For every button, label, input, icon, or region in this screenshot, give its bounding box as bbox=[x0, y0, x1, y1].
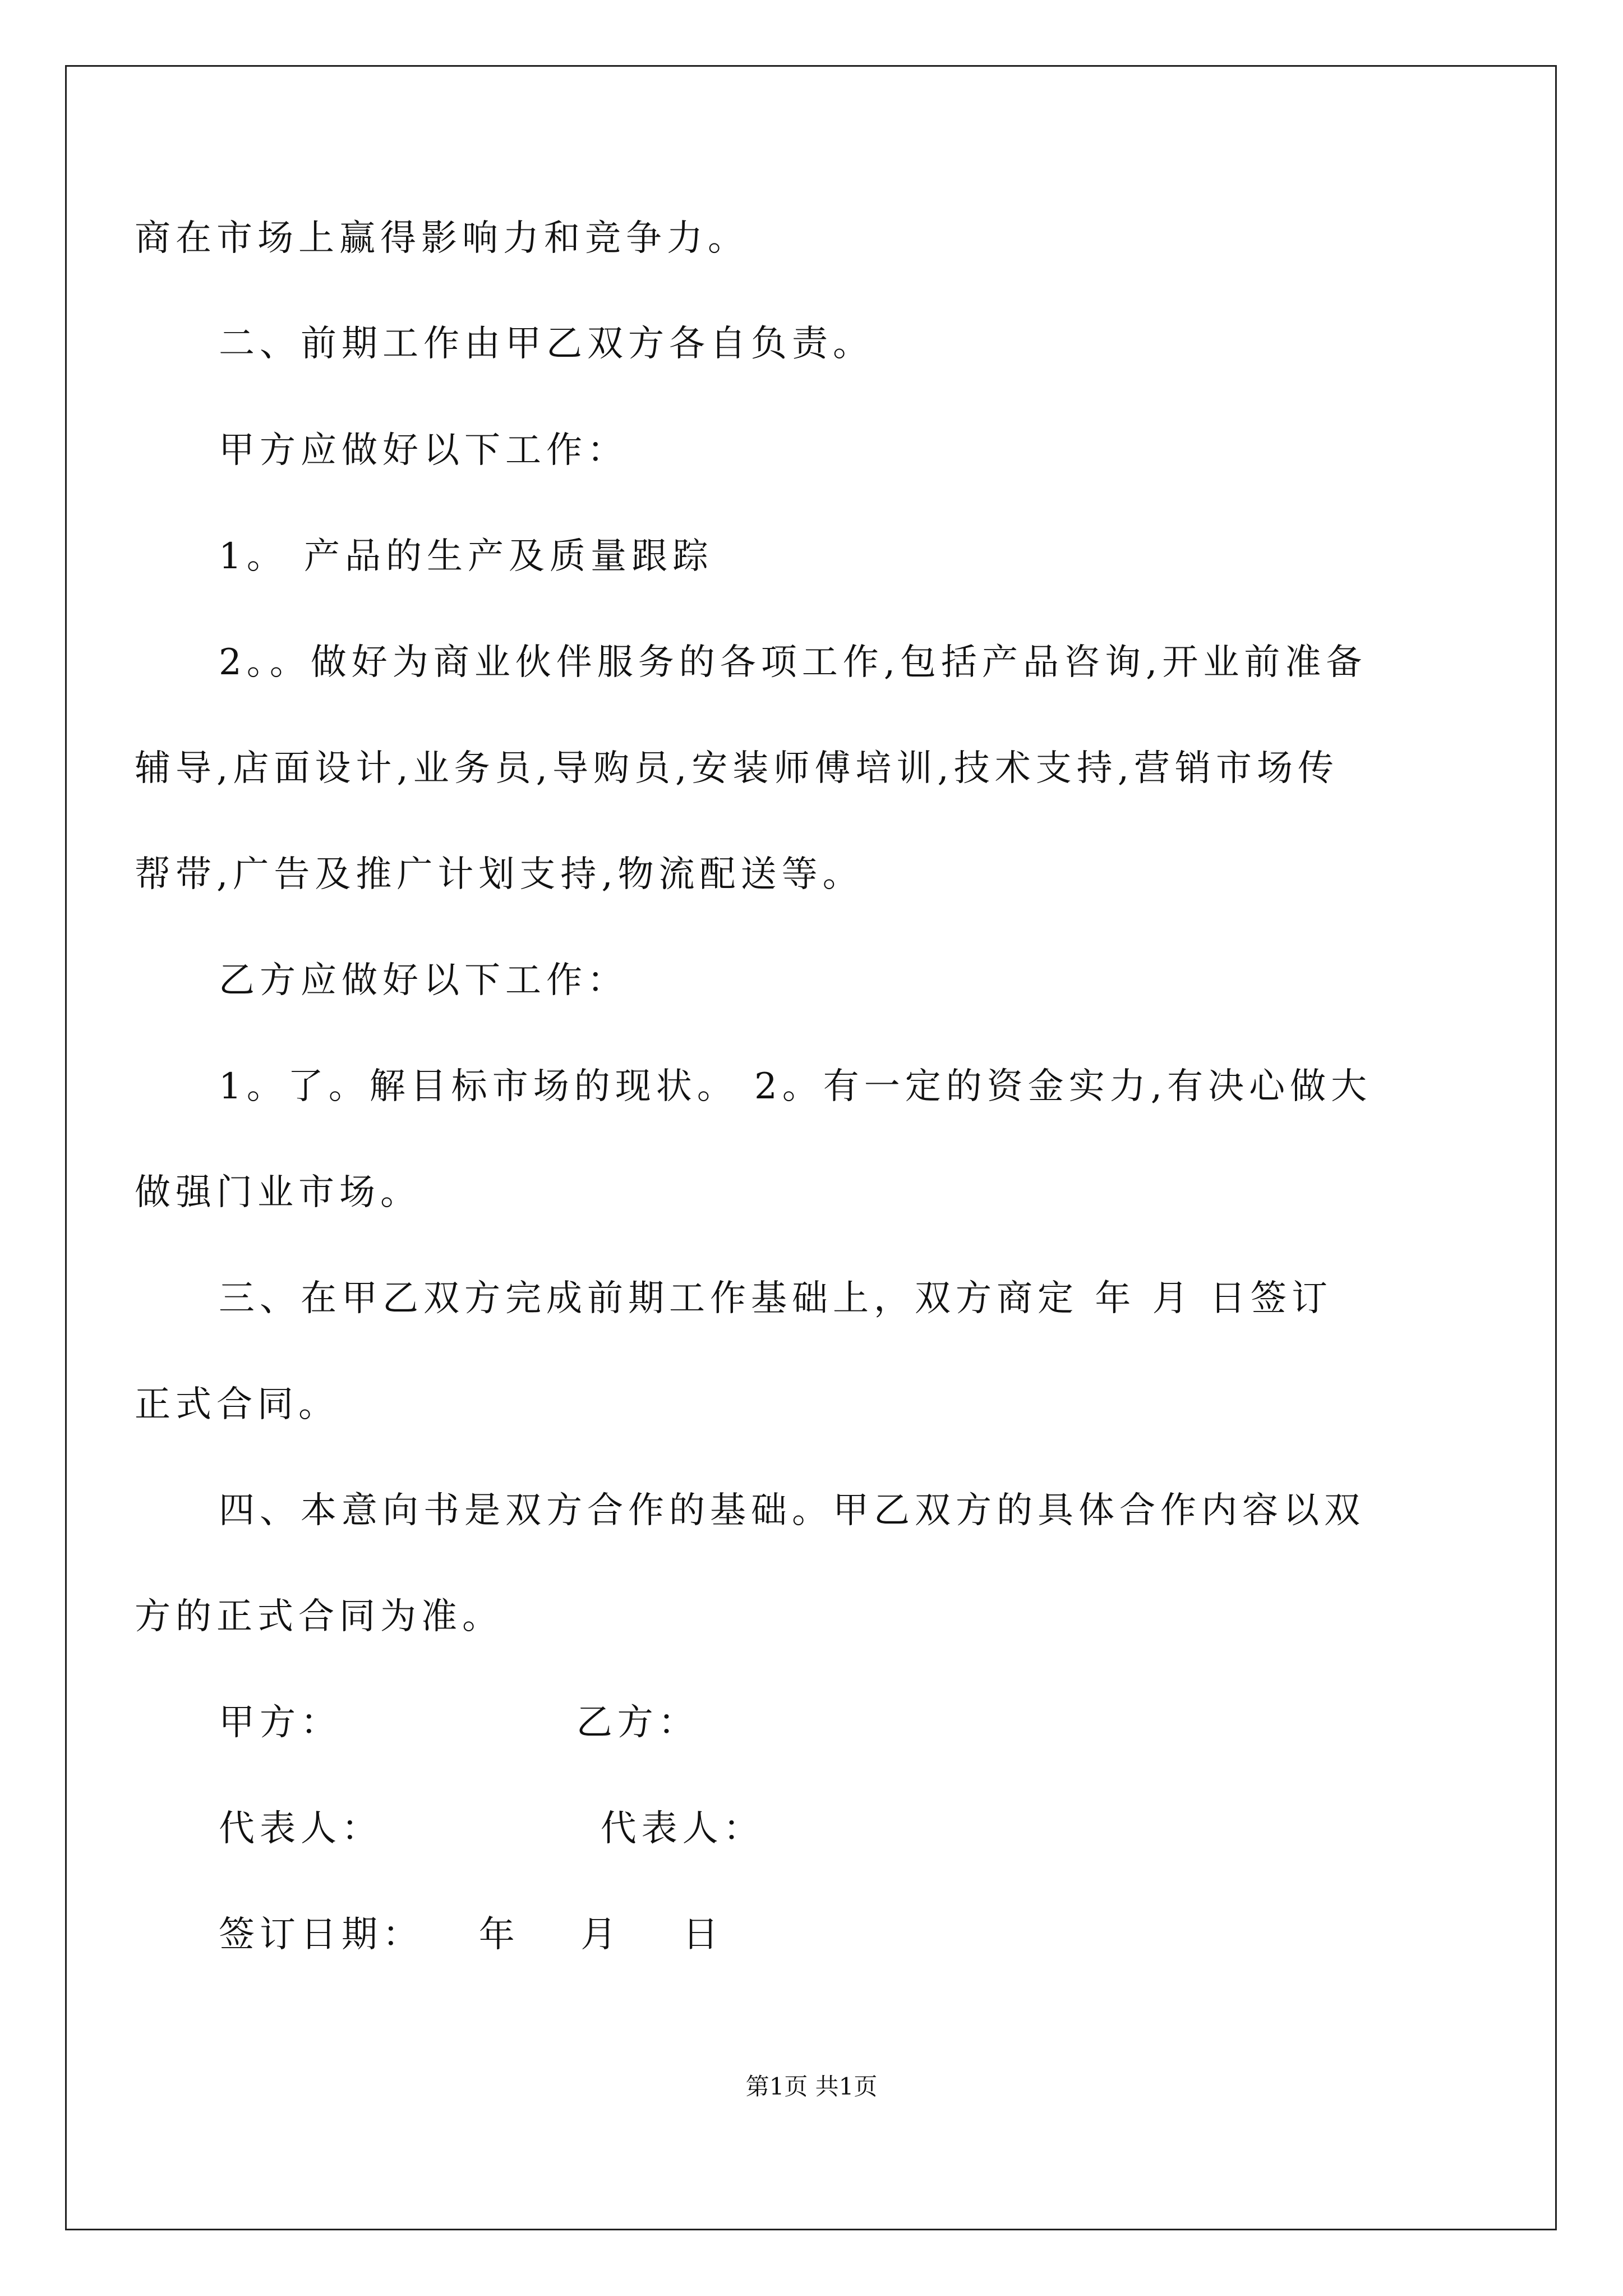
page-footer: 第1页 共1页 bbox=[745, 2073, 878, 2100]
party-b-label: 乙方： bbox=[576, 1702, 699, 1743]
section-two-heading: 二、前期工作由甲乙双方各自负责。 bbox=[219, 323, 874, 365]
party-a-duty-2: 2。。做好为商业伙伴服务的各项工作,包括产品咨询,开业前准备 bbox=[219, 642, 1367, 683]
party-b-duties-heading: 乙方应做好以下工作： bbox=[219, 960, 628, 1001]
paragraph-line: 方的正式合同为准。 bbox=[135, 1596, 503, 1637]
date-month: 月 bbox=[580, 1914, 622, 1955]
section-four: 四、本意向书是双方合作的基础。甲乙双方的具体合作内容以双 bbox=[219, 1490, 1365, 1531]
section-three: 三、在甲乙双方完成前期工作基础上，双方商定 年 月 日签订 bbox=[219, 1278, 1333, 1319]
paragraph-line: 商在市场上赢得影响力和竞争力。 bbox=[135, 218, 749, 259]
signature-reps-row bbox=[219, 1803, 1623, 1854]
rep-a-label: 代表人： bbox=[219, 1808, 382, 1849]
date-day: 日 bbox=[683, 1914, 724, 1955]
paragraph-line: 辅导,店面设计,业务员,导购员,安装师傅培训,技术支持,营销市场传 bbox=[135, 748, 1339, 789]
paragraph-line: 正式合同。 bbox=[135, 1384, 339, 1425]
paragraph-line: 帮带,广告及推广计划支持,物流配送等。 bbox=[135, 854, 864, 895]
date-label: 签订日期： bbox=[219, 1914, 423, 1955]
rep-b-label: 代表人： bbox=[600, 1808, 764, 1849]
signing-date-row bbox=[219, 1910, 1623, 1960]
party-a-label: 甲方： bbox=[219, 1702, 342, 1743]
party-b-duties: 1。了。解目标市场的现状。 2。有一定的资金实力,有决心做大 bbox=[219, 1066, 1372, 1107]
party-a-duty-1: 1。 产品的生产及质量跟踪 bbox=[219, 536, 714, 577]
paragraph-line: 做强门业市场。 bbox=[135, 1172, 421, 1213]
date-year: 年 bbox=[478, 1914, 520, 1955]
signature-parties-row bbox=[219, 1697, 1623, 1748]
page-frame bbox=[65, 65, 1557, 2230]
party-a-duties-heading: 甲方应做好以下工作： bbox=[219, 430, 628, 471]
